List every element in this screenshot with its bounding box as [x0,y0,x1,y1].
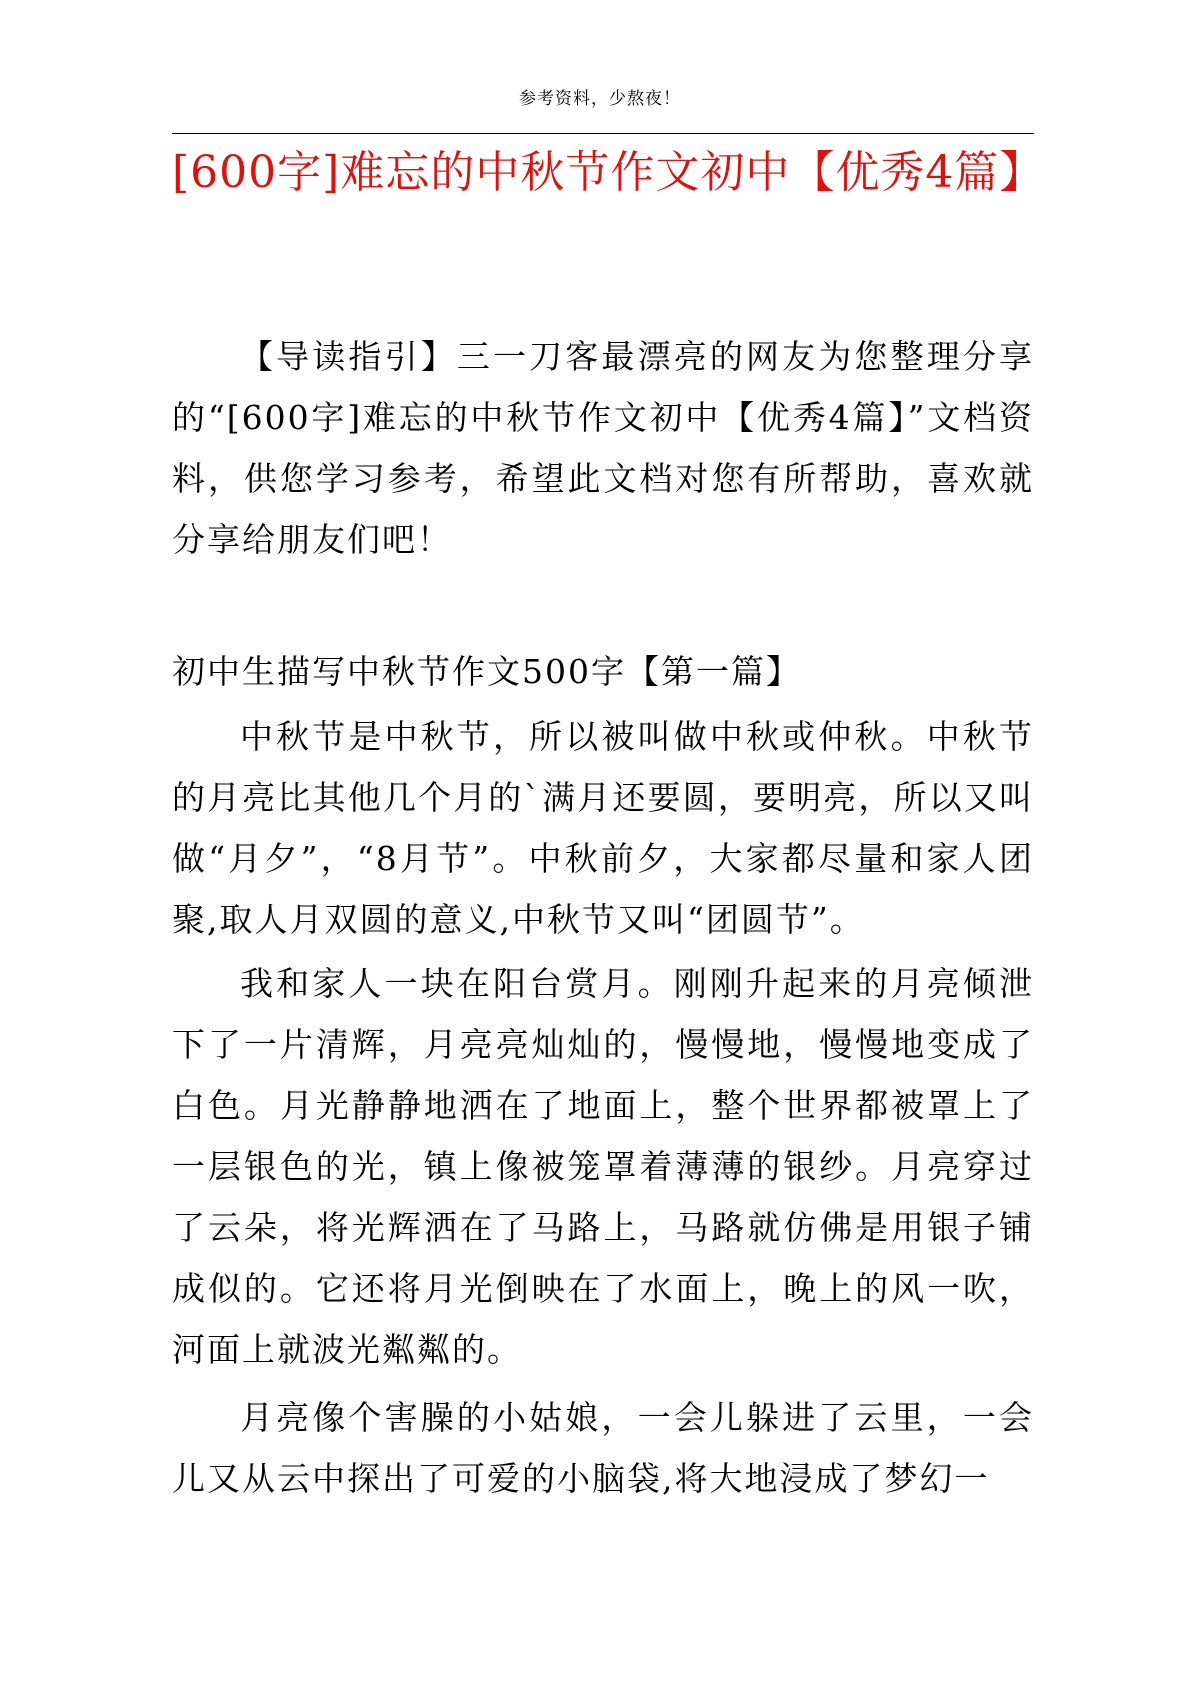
body-paragraph: 月亮像个害臊的小姑娘，一会儿躲进了云里，一会儿又从云中探出了可爱的小脑袋,将大地浸成了梦幻一 [172,1398,1034,1498]
section-heading: 初中生描写中秋节作文500字【第一篇】 [172,652,801,691]
header-divider [172,133,1034,134]
body-paragraph: 我和家人一块在阳台赏月。刚刚升起来的月亮倾泄下了一片清辉，月亮亮灿灿的，慢慢地，慢慢地变成了白色。月光静静地洒在了地面上，整个世界都被罩上了一层银色的光，镇上像被笼罩着薄薄的银纱。月亮穿过了云朵，将光辉洒在了马路上，马路就仿佛是用银子铺成似的。它还将月光倒映在了水面上，晚上的风一吹，河面上就波光粼粼的。 [172,964,1034,1369]
intro-paragraph: 【导读指引】三一刀客最漂亮的网友为您整理分享的“[600字]难忘的中秋节作文初中【优秀4篇】”文档资料，供您学习参考，希望此文档对您有所帮助，喜欢就分享给朋友们吧！ [172,337,1034,559]
document-title: [600字]难忘的中秋节作文初中【优秀4篇】 [172,147,1045,198]
body-paragraph: 中秋节是中秋节，所以被叫做中秋或仲秋。中秋节的月亮比其他几个月的`满月还要圆，要明亮，所以又叫做“月夕”，“8月节”。中秋前夕，大家都尽量和家人团聚,取人月双圆的意义,中秋节又叫“团圆节”。 [172,717,1034,939]
header-note: 参考资料，少熬夜！ [519,89,681,109]
